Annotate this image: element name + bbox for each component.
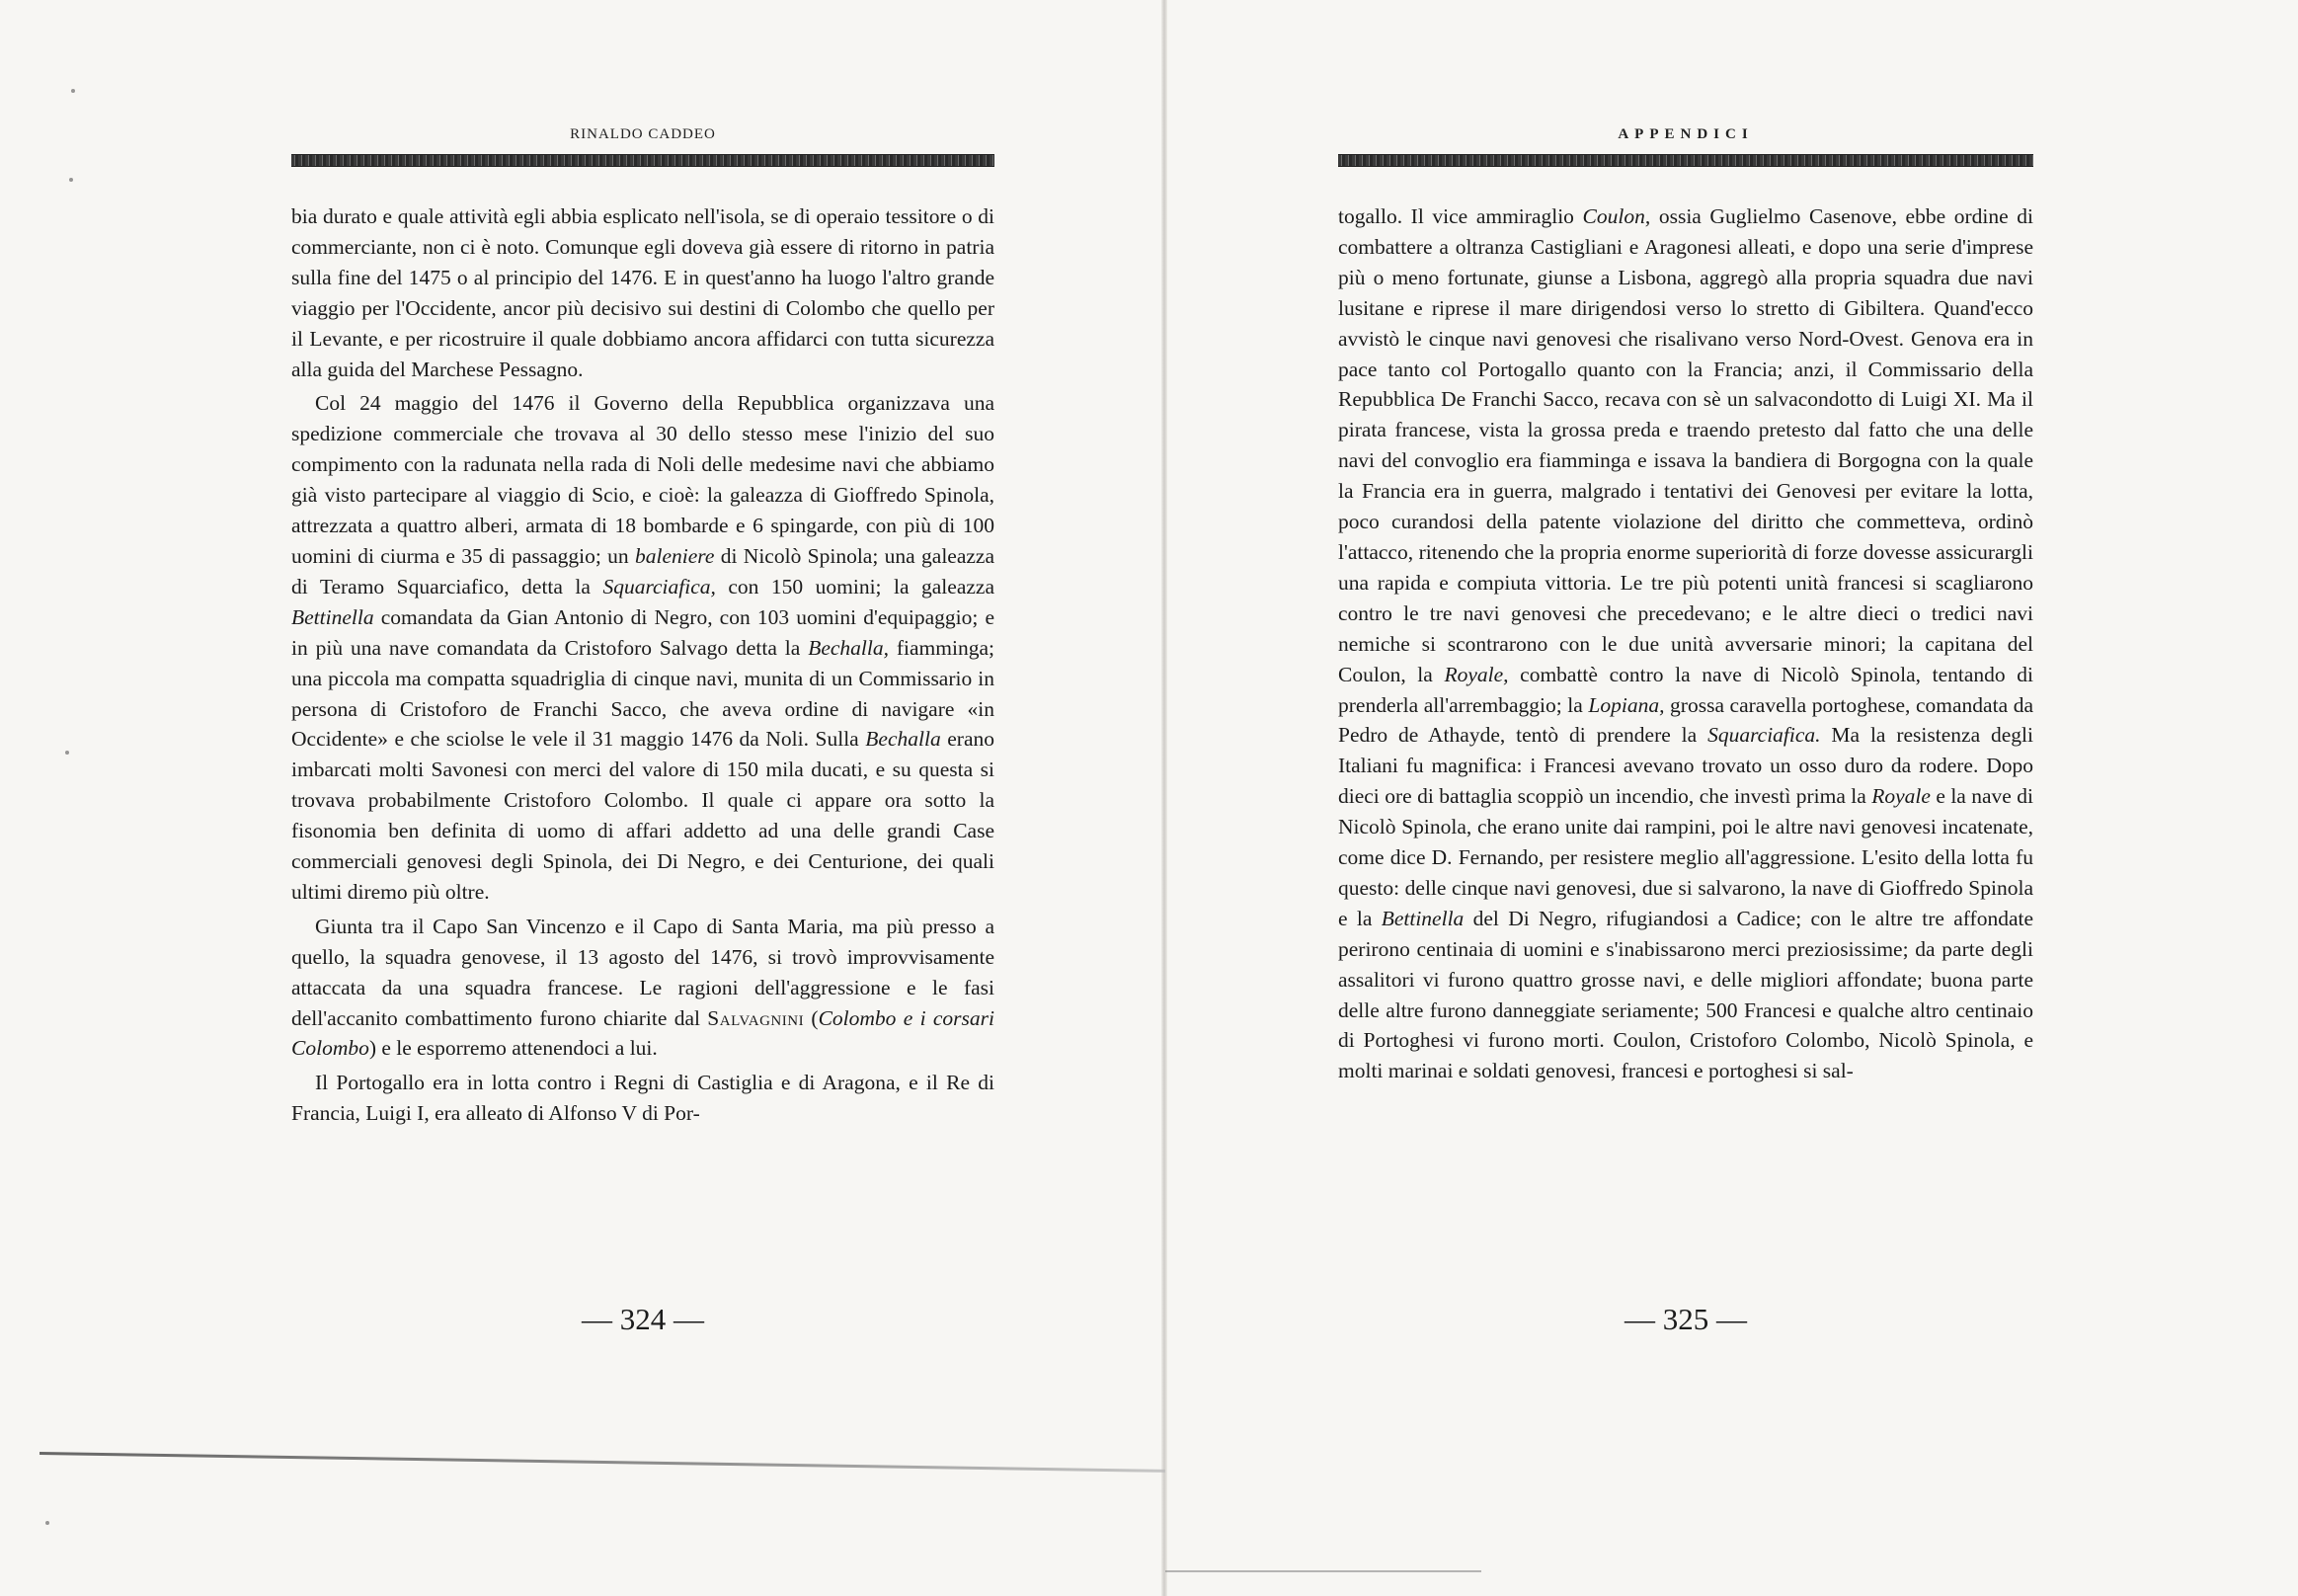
paragraph bbox=[1338, 201, 2033, 1086]
scan-artifact-line-2 bbox=[1165, 1570, 1481, 1572]
italic-text: Royale, bbox=[1444, 662, 1509, 686]
italic-text: Bechalla, bbox=[808, 635, 889, 660]
text-run: erano imbarcati molti Savonesi con merci del valore di 150 mila ducati, e su questa si trovava probabilmente Cristoforo Colombo. Il quale ci appare ora sotto la fisonomia ben definita di uomo di affari addetto ad una delle grandi Case commerciali genovesi degli Spinola, dei Di Negro, e dei Centurione, dei quali ultimi diremo più oltre. bbox=[291, 727, 994, 904]
right-page-number: — 325 — bbox=[1624, 1302, 1747, 1336]
text-run: bia durato e quale attività egli abbia esplicato nell'isola, se di operaio tessitore o di commerciante, non ci è noto. Comunque egli doveva già essere di ritorno in patria sulla fine del 1475 o al principio del 1476. E in quest'anno ha luogo l'altro grande viaggio per l'Occidente, ancor più decisivo sui destini di Colombo che quello per il Levante, e per ricostruire il quale dobbiamo ancora affidarci con tutta sicurezza alla guida del Marchese Pessagno. bbox=[291, 204, 994, 381]
left-body-text bbox=[291, 201, 994, 1129]
text-run: combattè contro la nave di Nicolò Spinola, tentando di prenderla all'arrembaggio; la bbox=[1338, 662, 2033, 717]
paragraph bbox=[291, 201, 994, 384]
paragraph bbox=[291, 388, 994, 907]
text-run: Col 24 maggio del 1476 il Governo della Repubblica organizzava una spedizione commerciale che trovava al 30 dello stesso mese l'inizio del suo compimento con la radunata nella rada di Noli delle medesime navi che abbiamo già visto partecipare al viaggio di Scio, e cioè: la galeazza di Gioffredo Spinola, attrezzata a quattro alberi, armata di 18 bombarde e 6 spingarde, con più di 100 uomini di ciurma e 35 di passaggio; un bbox=[291, 391, 994, 568]
paragraph bbox=[291, 1068, 994, 1129]
italic-text: Bettinella bbox=[291, 604, 374, 629]
text-run: Il Portogallo era in lotta contro i Regni di Castiglia e di Aragona, e il Re di Francia, Luigi I, era alleato di Alfonso V di Por- bbox=[291, 1071, 994, 1126]
scan-speck bbox=[71, 89, 75, 93]
right-header-rule bbox=[1338, 154, 2033, 167]
scan-speck bbox=[65, 751, 69, 755]
text-run: fiamminga; una piccola ma compatta squadriglia di cinque navi, munita di un Commissario in persona di Cristoforo de Franchi Sacco, che aveva ordine di navigare «in Occidente» e che sciolse le vele il 31 maggio 1476 da Noli. Sulla bbox=[291, 635, 994, 752]
italic-text: Colombo e i corsari Colombo bbox=[291, 1005, 994, 1061]
text-run: Ma la resistenza degli Italiani fu magnifica: i Francesi avevano trovato un osso duro da rodere. Dopo dieci ore di battaglia scoppiò un incendio, che investì prima la bbox=[1338, 723, 2033, 809]
italic-text: Lopiana, bbox=[1588, 692, 1665, 717]
italic-text: Royale bbox=[1871, 784, 1931, 809]
right-page bbox=[1338, 0, 2033, 1596]
left-running-head: RINALDO CADDEO bbox=[570, 126, 716, 142]
italic-text: Squarciafica. bbox=[1707, 723, 1821, 748]
small-caps-text: Salvagnini bbox=[707, 1005, 805, 1030]
italic-text: Squarciafica, bbox=[602, 574, 716, 598]
paragraph bbox=[291, 912, 994, 1065]
left-page-number: — 324 — bbox=[582, 1302, 704, 1336]
text-run: ) e le esporremo attenendoci a lui. bbox=[368, 1036, 658, 1061]
text-run: grossa caravella portoghese, comandata da Pedro de Athayde, tentò di prendere la bbox=[1338, 692, 2033, 748]
italic-text: baleniere bbox=[635, 543, 715, 568]
text-run: del Di Negro, rifugiandosi a Cadice; con le altre tre affondate perirono centinaia di uomini e s'inabissarono merci preziosissime; da parte degli assalitori vi furono quattro grosse navi, e delle migliori affondate; buona parte delle altre furono danneggiate seriamente; 500 Francesi e qualche altro centinaio di Portoghesi vi furono morti. Coulon, Cristoforo Colombo, Nicolò Spinola, e molti marinai e soldati genovesi, francesi e portoghesi si sal- bbox=[1338, 906, 2033, 1083]
text-run: con 150 uomini; la galeazza bbox=[715, 574, 994, 598]
italic-text: Bechalla bbox=[865, 727, 941, 752]
text-run: e la nave di Nicolò Spinola, che erano unite dai rampini, poi le altre navi genovesi incatenate, come dice D. Fernando, per resistere meglio all'aggressione. L'esito della lotta fu questo: delle cinque navi genovesi, due si salvarono, la nave di Gioffredo Spinola e la bbox=[1338, 784, 2033, 930]
left-page bbox=[291, 0, 994, 1596]
italic-text: Coulon, bbox=[1582, 204, 1651, 228]
italic-text: Bettinella bbox=[1381, 906, 1465, 930]
book-gutter bbox=[1161, 0, 1167, 1596]
scan-speck bbox=[45, 1521, 49, 1525]
text-run: Giunta tra il Capo San Vincenzo e il Capo di Santa Maria, ma più presso a quello, la squadra genovese, il 13 agosto del 1476, si trovò improvvisamente attaccata da una squadra francese. Le ragioni dell'aggressione e le fasi dell'accanito combattimento furono chiarite dal bbox=[291, 914, 994, 1030]
left-header-rule bbox=[291, 154, 994, 167]
text-run: di Nicolò Spinola; una galeazza di Teramo Squarciafico, detta la bbox=[291, 543, 995, 598]
right-running-head: APPENDICI bbox=[1618, 126, 1754, 142]
text-run: comandata da Gian Antonio di Negro, con 103 uomini d'equipaggio; e in più una nave comandata da Cristoforo Salvago detta la bbox=[291, 604, 994, 660]
text-run: togallo. Il vice ammiraglio bbox=[1338, 204, 1583, 228]
text-run: ( bbox=[804, 1005, 819, 1030]
right-body-text bbox=[1338, 201, 2033, 1086]
text-run: ossia Guglielmo Casenove, ebbe ordine di combattere a oltranza Castigliani e Aragonesi alleati, e dopo una serie d'imprese più o meno fortunate, giunse a Lisbona, aggregò alla propria squadra due navi lusitane e riprese il mare dirigendosi verso lo stretto di Gibiltera. Quand'ecco avvistò le cinque navi genovesi che risalivano verso Nord-Ovest. Genova era in pace tanto col Portogallo quanto con la Francia; anzi, il Commissario della Repubblica De Franchi Sacco, recava con sè un salvacondotto di Luigi XI. Ma il pirata francese, vista la grossa preda e traendo pretesto dal fatto che una delle navi del convoglio era fiamminga e issava la bandiera di Borgogna con la quale la Francia era in guerra, malgrado i tentativi dei Genovesi per evitare la lotta, poco curandosi della patente violazione del diritto che commetteva, ordinò l'attacco, ritenendo che la propria enorme superiorità di forze dovesse assicurargli una rapida e compiuta vittoria. Le tre più potenti unità francesi si scagliarono contro le tre navi genovesi che precedevano; e le altre dieci o tredici navi nemiche si scontrarono con le due unità avversarie minori; la capitana del Coulon, la bbox=[1338, 204, 2033, 686]
scan-speck bbox=[69, 178, 73, 182]
